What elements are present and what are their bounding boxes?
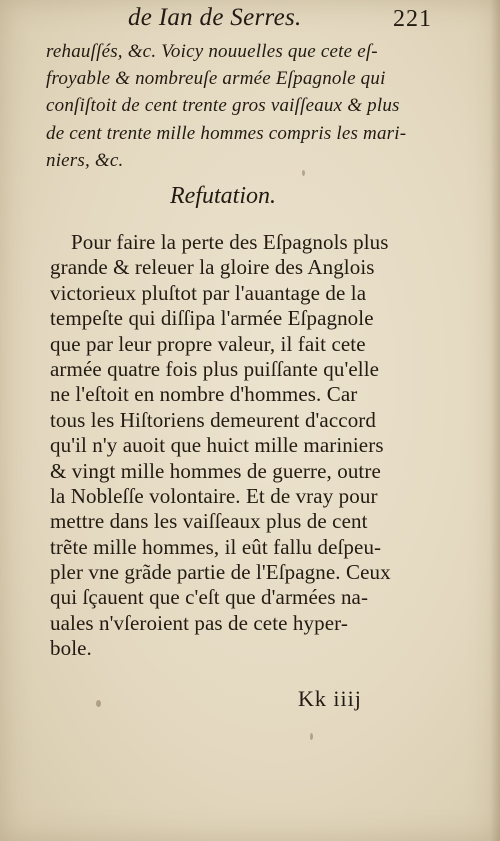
body-line: trẽte mille hommes, il eût fallu deſpeu- bbox=[50, 534, 382, 559]
page-number: 221 bbox=[393, 6, 432, 32]
quote-line: de cent trente mille hommes compris les mari- bbox=[46, 122, 407, 144]
body-line: qui ſçauent que c'eſt que d'armées na- bbox=[50, 585, 369, 610]
body-line: armée quatre fois plus puiſſante qu'elle bbox=[50, 356, 380, 381]
body-line: uales n'vſeroient pas de cete hyper- bbox=[50, 610, 348, 635]
section-title: Refutation. bbox=[170, 183, 276, 209]
ink-blot bbox=[96, 700, 101, 707]
body-line: tous les Hiſtoriens demeurent d'accord bbox=[50, 407, 376, 432]
ink-blot bbox=[302, 170, 305, 176]
body-line: victorieux pluſtot par l'auantage de la bbox=[50, 280, 367, 305]
body-line: Pour faire la perte des Eſpagnols plus bbox=[71, 230, 389, 254]
body-line: la Nobleſſe volontaire. Et de vray pour bbox=[50, 483, 378, 508]
page-footer bbox=[0, 686, 500, 716]
ink-blot bbox=[310, 733, 313, 740]
quote-line: froyable & nombreuſe armée Eſpagnole qui bbox=[46, 68, 386, 90]
page-header bbox=[0, 4, 500, 38]
body-paragraph bbox=[50, 230, 440, 662]
quoted-passage bbox=[46, 38, 426, 174]
page-edge-shadow bbox=[490, 0, 500, 841]
body-line: tempeſte qui diſſipa l'armée Eſpagnole bbox=[50, 306, 374, 331]
body-line: ne l'eſtoit en nombre d'hommes. Car bbox=[50, 382, 358, 407]
body-line: pler vne grãde partie de l'Eſpagne. Ceux bbox=[50, 560, 391, 585]
body-line: mettre dans les vaiſſeaux plus de cent bbox=[50, 509, 368, 534]
body-line: grande & releuer la gloire des Anglois bbox=[50, 255, 375, 280]
body-line: que par leur propre valeur, il fait cete bbox=[50, 331, 366, 356]
body-line: bole. bbox=[50, 636, 92, 661]
body-line: & vingt mille hommes de guerre, outre bbox=[50, 458, 381, 483]
signature-mark: Kk iiij bbox=[298, 686, 362, 711]
quote-line: rehauſſés, &c. Voicy nouuelles que cete eſ- bbox=[46, 41, 378, 62]
running-head: de Ian de Serres. bbox=[128, 4, 302, 31]
body-line: qu'il n'y auoit que huict mille mariniers bbox=[50, 433, 384, 458]
quote-line: niers, &c. bbox=[46, 149, 124, 171]
quote-line: conſiſtoit de cent trente gros vaiſſeaux & plus bbox=[46, 95, 400, 117]
